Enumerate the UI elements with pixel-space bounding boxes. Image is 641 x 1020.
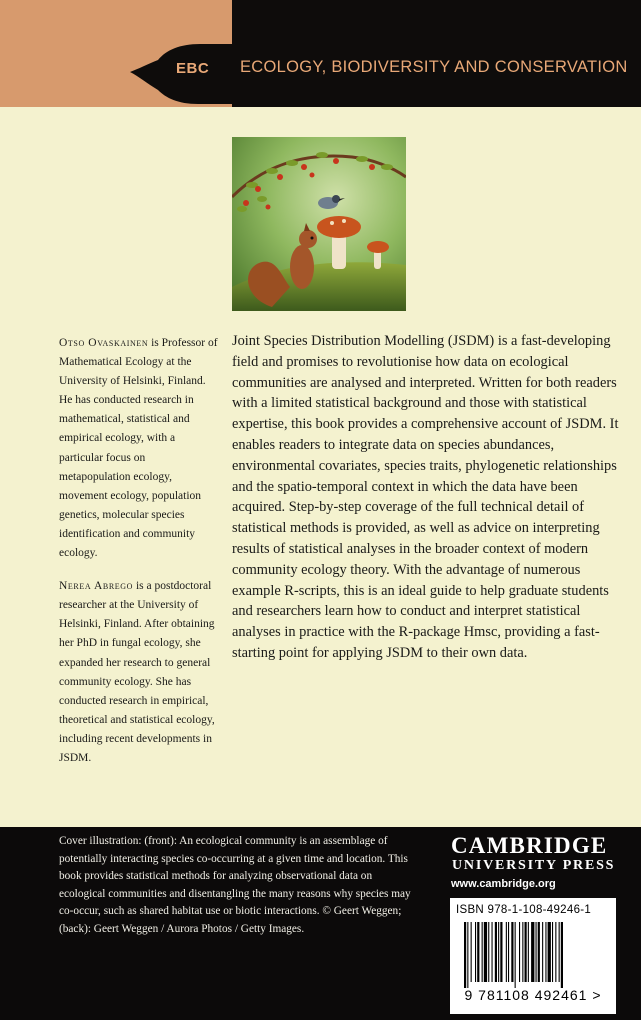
barcode-bar: [538, 922, 540, 982]
barcode-digits: 9 781108 492461 >: [464, 987, 602, 1003]
barcode-bar: [500, 922, 502, 982]
barcode-bar: [488, 922, 489, 982]
barcode-bar: [467, 922, 468, 988]
barcode-bar: [464, 922, 466, 988]
barcode-bar: [492, 922, 493, 982]
barcode-bar: [528, 922, 529, 982]
author-bio-text: is a postdoctoral researcher at the University of Helsinki, Finland. After obtaining her PhD in fungal ecology, she expanded her research to general community ecology. She has conducted research in empirical, theoretical and statistical ecology, including recent developments in JSDM.: [59, 580, 215, 764]
cover-photo: [232, 137, 406, 311]
publisher-press: UNIVERSITY PRESS: [452, 858, 616, 873]
author-bio: [59, 577, 219, 768]
publisher-url[interactable]: www.cambridge.org: [451, 878, 556, 890]
header-black-panel: [232, 0, 641, 107]
barcode-bar: [555, 922, 556, 982]
isbn-label: ISBN 978-1-108-49246-1: [456, 904, 592, 916]
barcode-bar: [561, 922, 563, 988]
barcode-bar: [548, 922, 551, 982]
author-bio: [59, 334, 219, 563]
barcode-bar: [495, 922, 497, 982]
barcode-bar: [482, 922, 483, 982]
barcode-bar: [506, 922, 507, 982]
barcode-bar: [559, 922, 560, 982]
author-bio-text: is Professor of Mathematical Ecology at the University of Helsinki, Finland. He has conducted research in mathematical, statistical and empirical ecology, with a particular focus on metapopulation ecology, movement ecology, population genetics, molecular species identification and community ecology.: [59, 337, 218, 560]
barcode-bar: [508, 922, 509, 982]
barcode-bar: [552, 922, 553, 982]
publisher-name: CAMBRIDGE: [451, 833, 608, 858]
cover-credit: Cover illustration: (front): An ecological community is an assemblage of potentially interacting species co-occurring at a given time and location. This book provides statistical methods for analyzing observational data on ecological communities and disentangling the many reasons why species may co-occur, such as shared habitat use or biotic interactions. © Geert Weggen; (back): Geert Weggen / Aurora Photos / Getty Images.: [59, 835, 411, 935]
barcode-bar: [484, 922, 487, 982]
barcode-bar: [498, 922, 499, 982]
series-badge: EBC: [176, 60, 210, 77]
barcode-bar: [471, 922, 472, 982]
barcode-bar: [542, 922, 543, 982]
publisher-logo: [451, 834, 621, 890]
author-name: Otso Ovaskainen: [59, 337, 149, 349]
barcode-bar: [519, 922, 520, 982]
barcode-bar: [475, 922, 476, 982]
barcode-bar: [522, 922, 523, 982]
author-bios: [59, 334, 219, 768]
barcode-bar: [545, 922, 546, 982]
barcode-bar: [536, 922, 537, 982]
barcode-icon: [464, 922, 604, 988]
barcode-bar: [531, 922, 534, 982]
barcode-bar: [477, 922, 479, 982]
author-name: Nerea Abrego: [59, 580, 134, 593]
barcode-bar: [515, 922, 516, 988]
series-header: [0, 0, 641, 107]
isbn-barcode: [450, 898, 616, 1014]
barcode-bar: [525, 922, 527, 982]
book-description: Joint Species Distribution Modelling (JSDM) is a fast-developing field and promises to revolutionise how data on ecological communities are analysed and interpreted. Written for both readers with a limited statistical background and those with statistical expertise, this book provides a comprehensive account of JSDM. It enables readers to integrate data on species abundances, environmental covariates, species traits, phylogenetic relationships and the spatio-temporal context in which the data have been acquired. Step-by-step coverage of the full technical detail of statistical methods is provided, as well as advice on interpreting results of statistical analyses in the broader context of modern community ecology theory. With the advantage of numerous example R-scripts, this is an ideal guide to help graduate students and researchers learn how to conduct and interpret statistical analyses in practice with the R-package Hmsc, providing a fast-starting point for applying JSDM to their own data.: [232, 333, 619, 661]
barcode-bar: [511, 922, 513, 982]
series-title: ECOLOGY, BIODIVERSITY AND CONSERVATION: [240, 58, 628, 76]
